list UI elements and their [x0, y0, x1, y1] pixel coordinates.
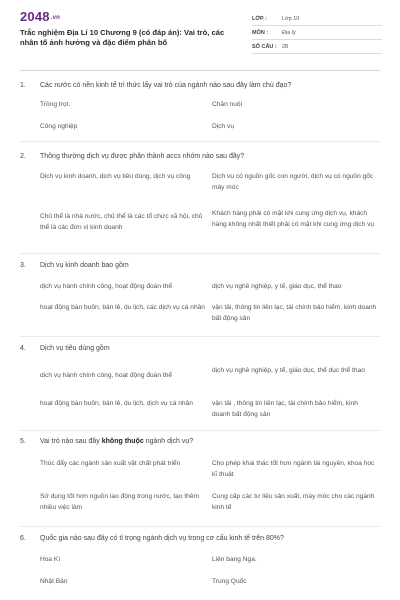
option-q1-d[interactable]: Dịch vụ — [212, 123, 234, 130]
option-q2-c[interactable]: Chủ thể là nhà nước, chủ thể là các tổ chức xã hội, chủ thể là các đơn vị kinh doanh — [40, 213, 203, 231]
option-q4-c[interactable]: hoạt động bán buôn, bán lẻ, du lịch, dịch vụ cá nhân — [40, 400, 193, 407]
question-2: 2. Thông thường dịch vụ được phân thành accs nhóm nào sau đây? — [20, 152, 385, 162]
option-q4-b[interactable]: dịch vụ nghề nghiệp, y tế, giáo dục, thể dục thể thao — [212, 367, 365, 374]
option-q3-d[interactable]: vận tải, thông tin liên lạc, tài chính bảo hiểm, kinh doanh bất động sản — [212, 304, 377, 322]
option-q1-c[interactable]: Công nghiệp — [40, 123, 78, 130]
meta-row-subject: MÔN : Địa lý — [252, 26, 382, 40]
option-q6-a[interactable]: Hoa Kì — [40, 556, 61, 563]
option-q6-d[interactable]: Trung Quốc — [212, 578, 247, 585]
question-text: Vai trò nào sau đây không thuộc ngành dịch vụ? — [40, 438, 194, 445]
question-6: 6. Quốc gia nào sau đây có tỉ trọng ngành dịch vụ trong cơ cấu kinh tế trên 80%? — [20, 534, 385, 544]
question-3: 3. Dịch vụ kinh doanh bao gồm — [20, 261, 385, 271]
document-meta — [252, 12, 382, 54]
option-q3-c[interactable]: hoạt động bán buôn, bán lẻ, du lịch, các dịch vụ cá nhân — [40, 304, 205, 311]
document-header — [0, 0, 400, 62]
question-divider — [20, 253, 380, 254]
option-q3-b[interactable]: dịch vụ nghề nghiệp, y tế, giáo dục, thể thao — [212, 283, 342, 290]
question-divider — [20, 141, 380, 142]
option-q2-d[interactable]: Khách hàng phải có mặt khi cung ứng dịch vụ, khách hàng không nhất thiết phải có mặt khi cung ứng dịch vụ — [212, 210, 375, 228]
question-divider — [20, 526, 380, 527]
option-q4-d[interactable]: vận tải , thông tin liên lạc, tài chính bảo hiểm, kinh doanh bất động sản — [212, 400, 358, 418]
question-5: 5. Vai trò nào sau đây không thuộc ngành dịch vụ? — [20, 437, 385, 447]
option-q2-b[interactable]: Dịch vụ có nguồn gốc con người, dịch vụ có nguồn gốc máy móc — [212, 173, 374, 191]
meta-row-grade: LỚP : Lớp 10 — [252, 12, 382, 26]
question-text: Dịch vụ tiêu dùng gồm — [40, 345, 110, 352]
site-logo[interactable]: 2048.vn — [20, 9, 61, 24]
question-text: Các nước có nền kinh tế trì thức lấy vai trò của ngành nào sau đây làm chủ đạo? — [40, 82, 292, 89]
option-q6-b[interactable]: Liên bang Nga. — [212, 556, 257, 563]
option-q5-b[interactable]: Cho phép khai thác tốt hơn ngành tài nguyên, khoa học kĩ thuật — [212, 460, 375, 478]
option-q4-a[interactable]: dịch vụ hành chính công, hoạt động đoàn thể — [40, 372, 172, 379]
option-q5-c[interactable]: Sử dụng tốt hơn nguồn lao động trong nước, tạo thêm nhiều việc làm — [40, 493, 199, 511]
question-text: Quốc gia nào sau đây có tỉ trọng ngành dịch vụ trong cơ cấu kinh tế trên 80%? — [40, 535, 284, 542]
option-q5-a[interactable]: Thúc đẩy các ngành sản xuất vật chất phát triển — [40, 460, 181, 467]
question-text: Dịch vụ kinh doanh bao gồm — [40, 262, 129, 269]
page-title: Trắc nghiệm Địa Lí 10 Chương 9 (có đáp án): Vai trò, các nhân tố ảnh hưởng và đặc điểm phân bố — [20, 28, 225, 47]
question-text: Thông thường dịch vụ được phân thành accs nhóm nào sau đây? — [40, 153, 245, 160]
header-divider — [20, 70, 380, 71]
question-divider — [20, 336, 380, 337]
option-q6-c[interactable]: Nhật Bản — [40, 578, 68, 585]
question-4: 4. Dịch vụ tiêu dùng gồm — [20, 344, 385, 354]
option-q5-d[interactable]: Cung cấp các tư liệu sản xuất, máy móc cho các ngành kinh tế — [212, 493, 375, 511]
option-q2-a[interactable]: Dịch vụ kinh doanh, dịch vụ tiêu dùng, dịch vụ công — [40, 173, 191, 180]
meta-row-count: SỐ CÂU : 28 — [252, 40, 382, 54]
option-q1-a[interactable]: Trồng trọt. — [40, 101, 71, 108]
question-divider — [20, 430, 380, 431]
option-q3-a[interactable]: dịch vụ hành chính công, hoạt động đoàn thể — [40, 283, 172, 290]
question-1: 1. Các nước có nền kinh tế trì thức lấy vai trò của ngành nào sau đây làm chủ đạo? — [20, 81, 385, 91]
option-q1-b[interactable]: Chăn nuôi — [212, 101, 243, 108]
